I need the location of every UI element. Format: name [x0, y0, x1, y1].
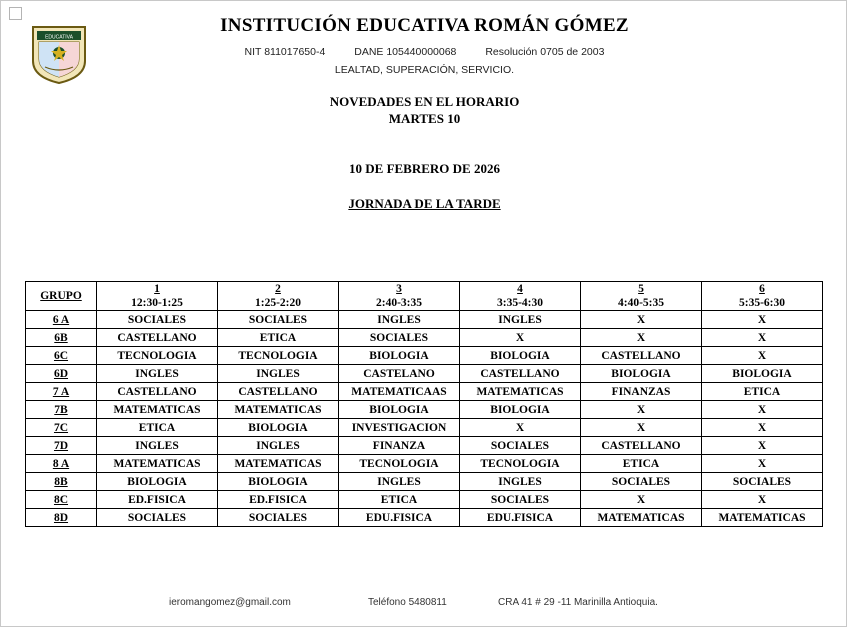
- table-row: [26, 491, 823, 509]
- column-header-group: GRUPO: [26, 282, 97, 311]
- cell: ETICA: [97, 419, 218, 437]
- cell: MATEMATICAS: [581, 509, 702, 527]
- cell: INGLES: [339, 311, 460, 329]
- table-row: [26, 365, 823, 383]
- cell: SOCIALES: [460, 491, 581, 509]
- row-group-label: 8D: [26, 509, 97, 527]
- cell-absent: X: [581, 311, 702, 329]
- document-title: [1, 93, 847, 127]
- column-header-period-6: 6 5:35-6:30: [702, 282, 823, 311]
- cell: BIOLOGIA: [460, 347, 581, 365]
- table-row: [26, 401, 823, 419]
- institution-motto: LEALTAD, SUPERACIÓN, SERVICIO.: [334, 64, 515, 76]
- cell: CASTELLANO: [97, 383, 218, 401]
- cell-absent: X: [702, 455, 823, 473]
- row-group-label: 7B: [26, 401, 97, 419]
- cell: MATEMATICAS: [702, 509, 823, 527]
- resolution-text: Resolución 0705 de 2003: [485, 46, 605, 58]
- cell: FINANZA: [339, 437, 460, 455]
- cell-absent: X: [702, 329, 823, 347]
- svg-text:EDUCATIVA: EDUCATIVA: [45, 34, 73, 41]
- row-group-label: 6B: [26, 329, 97, 347]
- cell: BIOLOGIA: [460, 401, 581, 419]
- cell: CASTELANO: [339, 365, 460, 383]
- cell: MATEMATICAS: [97, 455, 218, 473]
- cell: BIOLOGIA: [218, 419, 339, 437]
- cell: CASTELLANO: [581, 437, 702, 455]
- cell: SOCIALES: [218, 509, 339, 527]
- table-row: [26, 437, 823, 455]
- column-header-period-4: 4 3:35-4:30: [460, 282, 581, 311]
- cell: BIOLOGIA: [581, 365, 702, 383]
- timetable: [25, 281, 823, 527]
- timetable-container: [25, 281, 823, 527]
- cell: SOCIALES: [97, 311, 218, 329]
- cell: MATEMATICAS: [218, 401, 339, 419]
- cell: MATEMATICAS: [218, 455, 339, 473]
- cell: INGLES: [460, 473, 581, 491]
- row-group-label: 8C: [26, 491, 97, 509]
- cell: EDU.FISICA: [460, 509, 581, 527]
- row-group-label: 6D: [26, 365, 97, 383]
- cell: TECNOLOGIA: [218, 347, 339, 365]
- cell-absent: X: [702, 401, 823, 419]
- table-row: [26, 509, 823, 527]
- cell: BIOLOGIA: [218, 473, 339, 491]
- cell: MATEMATICAAS: [339, 383, 460, 401]
- footer-address: CRA 41 # 29 -11 Marinilla Antioquia.: [498, 597, 658, 608]
- column-header-period-2: 2 1:25-2:20: [218, 282, 339, 311]
- cell: TECNOLOGIA: [460, 455, 581, 473]
- cell-absent: X: [460, 329, 581, 347]
- table-row: [26, 473, 823, 491]
- cell-absent: X: [581, 491, 702, 509]
- row-group-label: 7D: [26, 437, 97, 455]
- footer-phone: Teléfono 5480811: [368, 597, 447, 608]
- row-group-label: 6 A: [26, 311, 97, 329]
- institution-identifiers: [1, 46, 847, 58]
- cell-absent: X: [702, 347, 823, 365]
- cell: INGLES: [339, 473, 460, 491]
- cell-absent: X: [581, 329, 702, 347]
- cell: SOCIALES: [702, 473, 823, 491]
- cell: INGLES: [460, 311, 581, 329]
- timetable-header: [26, 282, 823, 311]
- cell: BIOLOGIA: [339, 347, 460, 365]
- cell: MATEMATICAS: [97, 401, 218, 419]
- cell: BIOLOGIA: [97, 473, 218, 491]
- cell: ETICA: [702, 383, 823, 401]
- document-shift-label: JORNADA DE LA TARDE: [348, 196, 501, 211]
- cell: SOCIALES: [339, 329, 460, 347]
- cell: INGLES: [218, 365, 339, 383]
- institution-name: INSTITUCIÓN EDUCATIVA ROMÁN GÓMEZ: [220, 15, 629, 36]
- cell-absent: X: [581, 419, 702, 437]
- cell: MATEMATICAS: [460, 383, 581, 401]
- cell-absent: X: [460, 419, 581, 437]
- cell-absent: X: [702, 491, 823, 509]
- row-group-label: 8 A: [26, 455, 97, 473]
- cell: SOCIALES: [97, 509, 218, 527]
- cell: FINANZAS: [581, 383, 702, 401]
- cell: INGLES: [218, 437, 339, 455]
- timetable-header-row: [26, 282, 823, 311]
- cell: ED.FISICA: [97, 491, 218, 509]
- cell: INGLES: [97, 437, 218, 455]
- column-header-period-5: 5 4:40-5:35: [581, 282, 702, 311]
- footer-email: ieromangomez@gmail.com: [169, 597, 291, 608]
- cell: ETICA: [581, 455, 702, 473]
- cell: TECNOLOGIA: [97, 347, 218, 365]
- row-group-label: 7C: [26, 419, 97, 437]
- cell: SOCIALES: [218, 311, 339, 329]
- cell: SOCIALES: [581, 473, 702, 491]
- row-group-label: 7 A: [26, 383, 97, 401]
- cell: BIOLOGIA: [702, 365, 823, 383]
- document-title-line1: NOVEDADES EN EL HORARIO: [329, 94, 520, 109]
- table-row: [26, 347, 823, 365]
- cell: CASTELLANO: [218, 383, 339, 401]
- cell: CASTELLANO: [460, 365, 581, 383]
- table-row: [26, 419, 823, 437]
- table-row: [26, 383, 823, 401]
- column-header-period-1: 1 12:30-1:25: [97, 282, 218, 311]
- row-group-label: 6C: [26, 347, 97, 365]
- cell: EDU.FISICA: [339, 509, 460, 527]
- cell: CASTELLANO: [97, 329, 218, 347]
- cell: CASTELLANO: [581, 347, 702, 365]
- cell: ETICA: [339, 491, 460, 509]
- table-row: [26, 311, 823, 329]
- document-header: [1, 15, 847, 76]
- document-title-line2: MARTES 10: [388, 111, 461, 126]
- timetable-body: [26, 311, 823, 527]
- row-group-label: 8B: [26, 473, 97, 491]
- cell-absent: X: [702, 419, 823, 437]
- cell: INGLES: [97, 365, 218, 383]
- cell: SOCIALES: [460, 437, 581, 455]
- table-row: [26, 455, 823, 473]
- cell: BIOLOGIA: [339, 401, 460, 419]
- nit-text: NIT 811017650-4: [244, 46, 326, 58]
- cell: ETICA: [218, 329, 339, 347]
- column-header-period-3: 3 2:40-3:35: [339, 282, 460, 311]
- document-date: 10 DE FEBRERO DE 2026: [349, 161, 500, 176]
- dane-text: DANE 105440000068: [354, 46, 457, 58]
- table-row: [26, 329, 823, 347]
- cell-absent: X: [702, 437, 823, 455]
- document-shift: [1, 196, 847, 212]
- cell-absent: X: [581, 401, 702, 419]
- cell: INVESTIGACION: [339, 419, 460, 437]
- cell: TECNOLOGIA: [339, 455, 460, 473]
- cell-absent: X: [702, 311, 823, 329]
- cell: ED.FISICA: [218, 491, 339, 509]
